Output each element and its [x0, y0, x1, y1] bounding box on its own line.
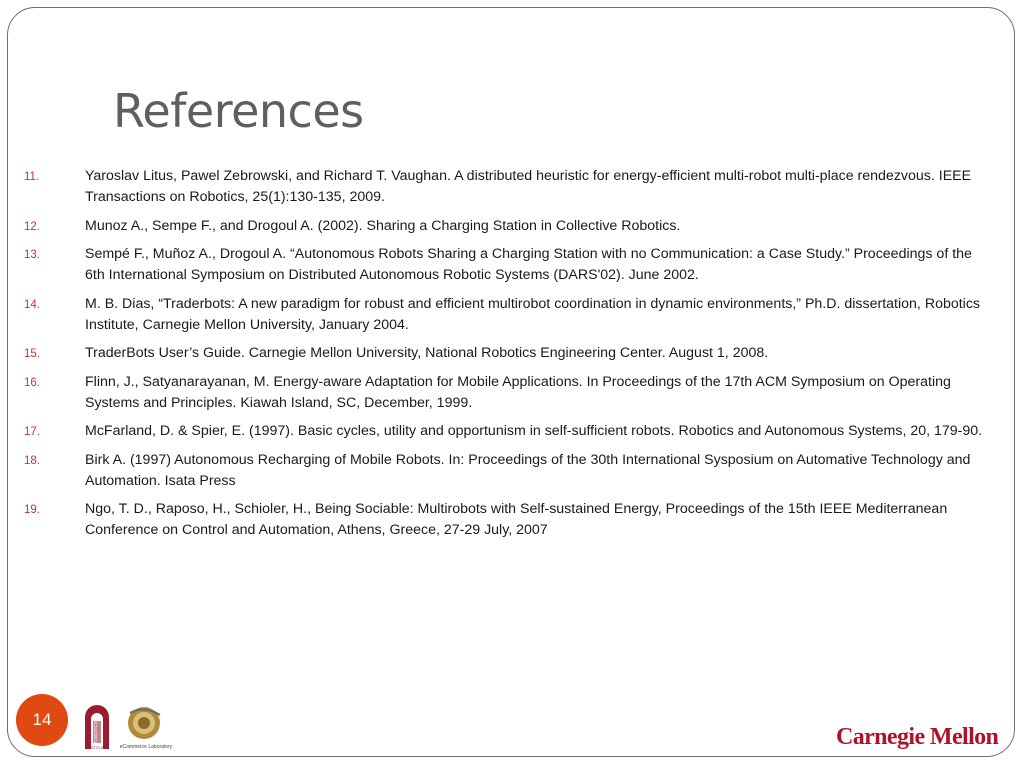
reference-item — [24, 216, 992, 237]
reference-item — [24, 343, 992, 364]
carnegie-mellon-logo: Carnegie Mellon — [836, 724, 999, 750]
slide-title: References — [113, 84, 364, 138]
svg-text:INSTITUTE: INSTITUTE — [87, 746, 107, 750]
reference-number: 13. — [24, 249, 40, 261]
reference-number: 11. — [24, 171, 40, 183]
reference-item — [24, 244, 992, 286]
reference-text: McFarland, D. & Spier, E. (1997). Basic cycles, utility and opportunism in self-sufficient robots. Robotics and Autonomous Systems, 20, 179-90. — [85, 423, 983, 439]
reference-number: 14. — [24, 298, 40, 311]
page-number: 14 — [32, 710, 52, 729]
reference-text: M. B. Dias, “Traderbots: A new paradigm for robust and efficient multirobot coordination in dynamic environments,” Ph.D. dissertation, Robotics Institute, Carnegie Mellon University, January 2004. — [85, 295, 981, 333]
reference-number: 17. — [24, 426, 40, 438]
page-number-badge — [16, 694, 68, 746]
reference-item — [24, 421, 992, 442]
reference-text: Flinn, J., Satyanarayanan, M. Energy-aware Adaptation for Mobile Applications. In Proceedings of the 17th ACM Symposium on Operating Systems and Principles. Kiawah Island, SC, December, 1999. — [85, 373, 951, 411]
reference-number: 18. — [24, 454, 40, 467]
svg-text:ROBOTICS: ROBOTICS — [93, 721, 98, 745]
reference-text: Ngo, T. D., Raposo, H., Schioler, H., Being Sociable: Multirobots with Self-sustained Energy, Proceedings of the 15th IEEE Mediterranean Conference on Control and Automation, Athens, Greece, 27-29 July, 2007 — [85, 501, 948, 538]
reference-number: 19. — [24, 504, 40, 516]
reference-text: Yaroslav Litus, Pawel Zebrowski, and Richard T. Vaughan. A distributed heuristic for energy-efficient multi-robot multi-place rendezvous. IEEE Transactions on Robotics, 25(1):130-135, 2009. — [85, 168, 972, 205]
reference-item — [24, 372, 992, 414]
robotics-institute-logo — [81, 703, 113, 756]
ecommerce-lab-logo — [118, 703, 174, 756]
reference-text: TraderBots User’s Guide. Carnegie Mellon University, National Robotics Engineering Center. August 1, 2008. — [85, 345, 769, 361]
reference-number: 15. — [24, 348, 40, 360]
reference-item — [24, 294, 992, 336]
reference-item — [24, 499, 992, 541]
reference-text: Birk A. (1997) Autonomous Recharging of Mobile Robots. In: Proceedings of the 30th International Sysposium on Automative Technology and Automation. Isata Press — [85, 451, 971, 489]
reference-item — [24, 166, 992, 208]
reference-text: Sempé F., Muñoz A., Drogoul A. “Autonomous Robots Sharing a Charging Station with no Communication: a Case Study.” Proceedings of the 6th International Symposium on Distributed Autonomous Robotic Systems (DARS'02). June 2002. — [85, 246, 972, 283]
reference-text: Munoz A., Sempe F., and Drogoul A. (2002). Sharing a Charging Station in Collective Robotics. — [85, 217, 681, 234]
reference-list — [24, 166, 992, 549]
svg-text:eCommerce Laboratory: eCommerce Laboratory — [119, 744, 173, 750]
reference-number: 16. — [24, 376, 40, 389]
reference-item — [24, 450, 992, 492]
reference-number: 12. — [24, 220, 40, 233]
